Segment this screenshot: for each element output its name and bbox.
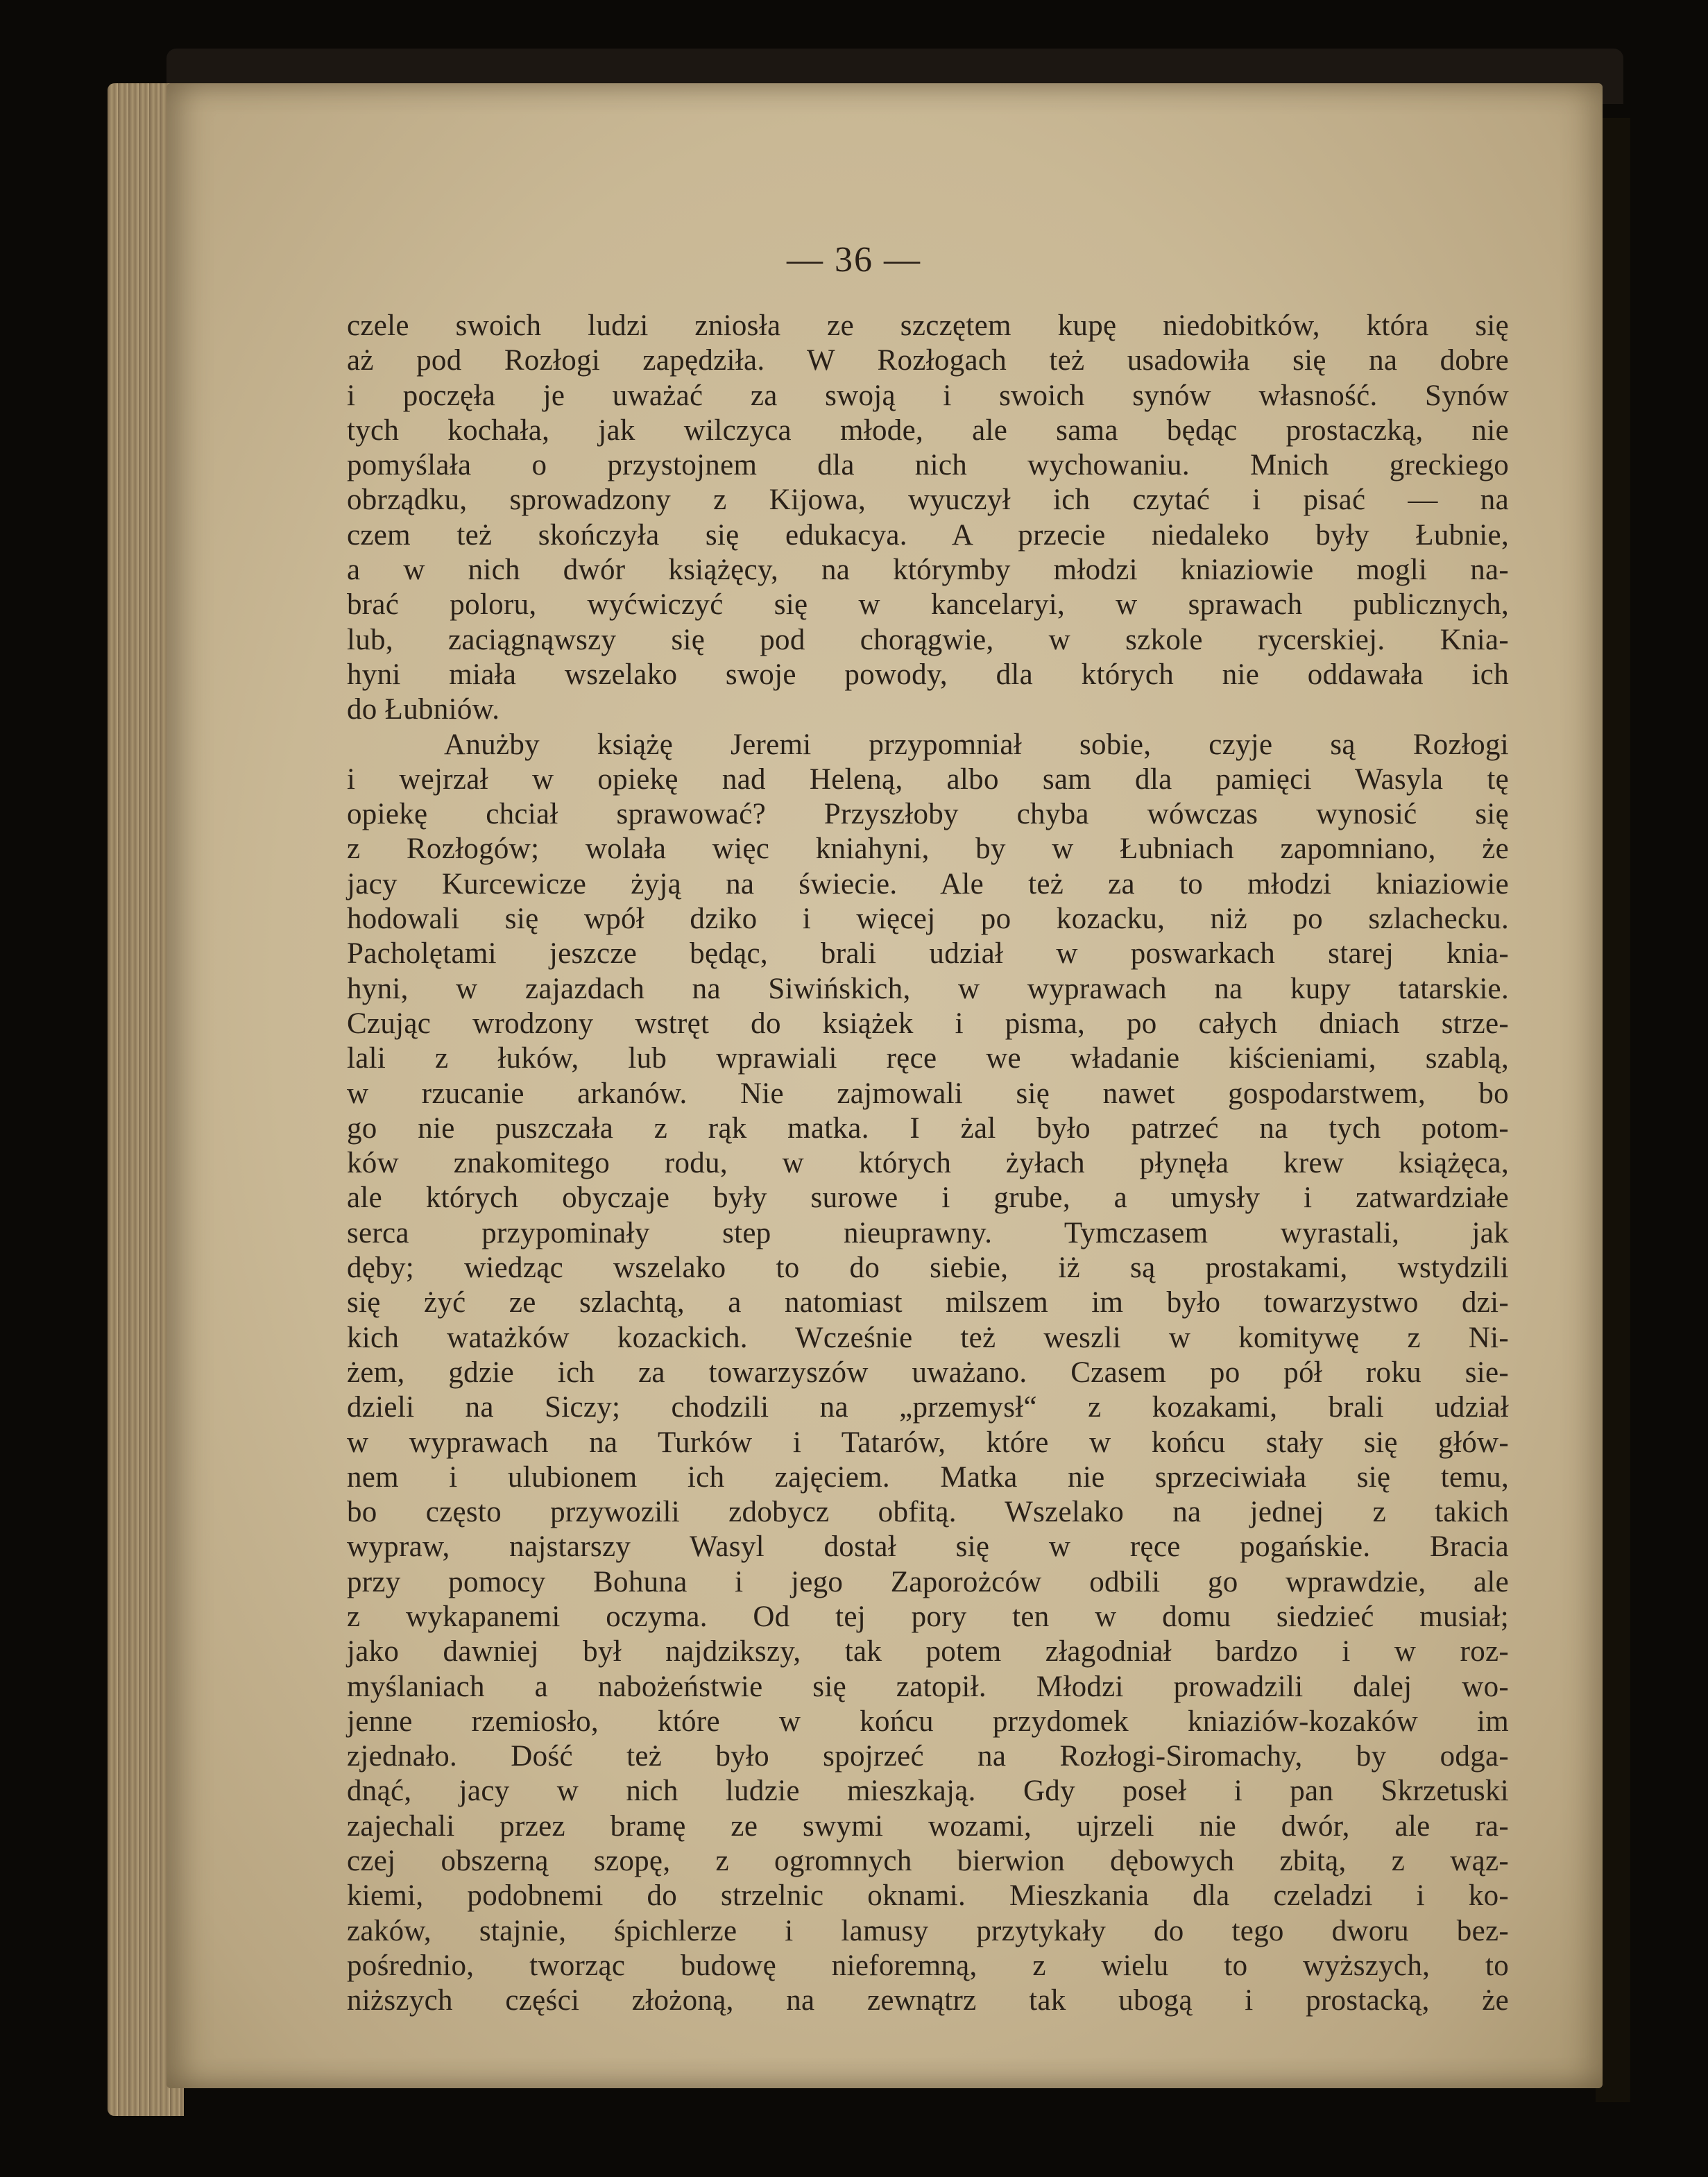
- text-line: Czując wrodzony wstręt do książek i pisma, po całych dniach strze-: [347, 1007, 1509, 1040]
- text-line: hyni, w zajazdach na Siwińskich, w wyprawach na kupy tatarskie.: [347, 972, 1509, 1005]
- text-line: bo często przywozili zdobycz obfitą. Wszelako na jednej z takich: [347, 1496, 1509, 1529]
- text-line: dnąć, jacy w nich ludzie mieszkają. Gdy poseł i pan Skrzetuski: [347, 1775, 1509, 1808]
- text-line: lub, zaciągnąwszy się pod chorągwie, w szkole rycerskiej. Knia-: [347, 623, 1509, 656]
- text-line: jenne rzemiosło, które w końcu przydomek kniaziów-kozaków im: [347, 1705, 1509, 1738]
- text-line: tych kochała, jak wilczyca młode, ale sama będąc prostaczką, nie: [347, 413, 1509, 447]
- text-line: pośrednio, tworząc budowę nieforemną, z wielu to wyższych, to: [347, 1949, 1509, 1982]
- text-line: do Łubniów.: [347, 693, 500, 726]
- text-line: hyni miała wszelako swoje powody, dla których nie oddawała ich: [347, 658, 1509, 691]
- text-line: go nie puszczała z rąk matka. I żal było patrzeć na tych potom-: [347, 1111, 1509, 1145]
- text-line: z wykapanemi oczyma. Od tej pory ten w domu siedzieć musiał;: [347, 1600, 1509, 1633]
- text-line: czem też skończyła się edukacya. A przecie niedaleko były Łubnie,: [347, 518, 1509, 552]
- text-line: niższych części złożoną, na zewnątrz tak ubogą i prostacką, że: [347, 1984, 1509, 2017]
- text-line: zajechali przez bramę ze swymi wozami, ujrzeli nie dwór, ale ra-: [347, 1809, 1509, 1843]
- text-line: zaków, stajnie, śpichlerze i lamusy przytykały do tego dworu bez-: [347, 1914, 1509, 1947]
- text-line: jacy Kurcewicze żyją na świecie. Ale też za to młodzi kniaziowie: [347, 867, 1509, 900]
- text-line: opiekę chciał sprawować? Przyszłoby chyba wówczas wynosić się: [347, 798, 1509, 831]
- text-line: żem, gdzie ich za towarzyszów uważano. Czasem po pół roku sie-: [347, 1356, 1509, 1389]
- text-line: brać poloru, wyćwiczyć się w kancelaryi, w sprawach publicznych,: [347, 588, 1509, 622]
- text-line: w rzucanie arkanów. Nie zajmowali się nawet gospodarstwem, bo: [347, 1077, 1509, 1110]
- text-line: zjednało. Dość też było spojrzeć na Rozłogi-Siromachy, by odga-: [347, 1740, 1509, 1773]
- text-line: hodowali się wpół dziko i więcej po kozacku, niż po szlachecku.: [347, 903, 1509, 936]
- text-line: czele swoich ludzi zniosła ze szczętem kupę niedobitków, która się: [347, 309, 1509, 342]
- text-line: lali z łuków, lub wprawiali ręce we władanie kiścieniami, szablą,: [347, 1042, 1509, 1075]
- text-line: dzieli na Siczy; chodzili na „przemysł“ z kozakami, brali udział: [347, 1391, 1509, 1424]
- text-line: serca przypominały step nieuprawny. Tymczasem wyrastali, jak: [347, 1216, 1509, 1249]
- text-line: czej obszerną szopę, z ogromnych bierwion dębowych zbitą, z wąz-: [347, 1845, 1509, 1878]
- text-line: nem i ulubionem ich zajęciem. Matka nie sprzeciwiała się temu,: [347, 1460, 1509, 1494]
- text-line: się żyć ze szlachtą, a natomiast milszem im było towarzystwo dzi-: [347, 1286, 1509, 1320]
- text-line: dęby; wiedząc wszelako to do siebie, iż są prostakami, wstydzili: [347, 1252, 1509, 1285]
- text-line: Pacholętami jeszcze będąc, brali udział w poswarkach starej knia-: [347, 937, 1509, 971]
- text-line: myślaniach a nabożeństwie się zatopił. Młodzi prowadzili dalej wo-: [347, 1670, 1509, 1703]
- text-line: obrządku, sprowadzony z Kijowa, wyuczył ich czytać i pisać — na: [347, 484, 1509, 517]
- text-line: wypraw, najstarszy Wasyl dostał się w ręce pogańskie. Bracia: [347, 1530, 1509, 1564]
- text-line: i poczęła je uważać za swoją i swoich synów własność. Synów: [347, 379, 1509, 412]
- text-line: w wyprawach na Turków i Tatarów, które w końcu stały się głów-: [347, 1426, 1509, 1459]
- text-line: i wejrzał w opiekę nad Heleną, albo sam dla pamięci Wasyla tę: [347, 762, 1509, 796]
- text-line: ale których obyczaje były surowe i grube, a umysły i zatwardziałe: [347, 1181, 1509, 1215]
- text-line: kich watażków kozackich. Wcześnie też weszli w komitywę z Ni-: [347, 1321, 1509, 1354]
- text-line: pomyślała o przystojnem dla nich wychowaniu. Mnich greckiego: [347, 449, 1509, 482]
- text-line: przy pomocy Bohuna i jego Zaporożców odbili go wprawdzie, ale: [347, 1565, 1509, 1598]
- text-line: a w nich dwór książęcy, na którymby młodzi kniaziowie mogli na-: [347, 554, 1509, 587]
- text-line: z Rozłogów; wolała więc kniahyni, by w Łubniach zapomniano, że: [347, 833, 1509, 866]
- text-line: ków znakomitego rodu, w których żyłach płynęła krew książęca,: [347, 1147, 1509, 1180]
- page-text: [347, 309, 1509, 2019]
- page-number: — 36 —: [787, 240, 921, 280]
- text-line: Anużby książę Jeremi przypomniał sobie, czyje są Rozłogi: [444, 728, 1509, 761]
- text-line: jako dawniej był najdzikszy, tak potem złagodniał bardzo i w roz-: [347, 1635, 1509, 1668]
- text-line: kiemi, podobnemi do strzelnic oknami. Mieszkania dla czeladzi i ko-: [347, 1879, 1509, 1913]
- text-line: aż pod Rozłogi zapędziła. W Rozłogach też usadowiła się na dobre: [347, 344, 1509, 377]
